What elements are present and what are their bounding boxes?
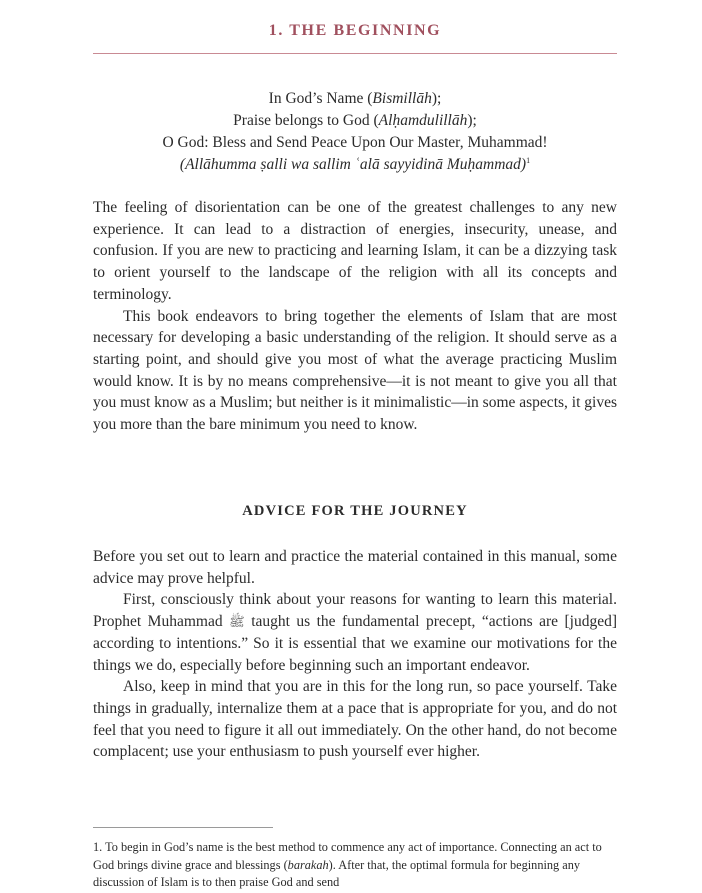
paragraph: First, consciously think about your reasons for wanting to learn this material. Prophet Muhammad ﷺ taught us the fundamental precept, “actions are [judged] according to intentions.” So it is essential that we examine our motivations for the things we do, especially before beginning such an important endeavor. [93,591,617,674]
opening-invocation [93,88,617,176]
section-heading: ADVICE FOR THE JOURNEY [242,503,468,519]
footnote-marker[interactable]: 1 [526,155,531,165]
paragraph: The feeling of disorientation can be one of the greatest challenges to any new experience. It can lead to a distraction of energies, insecurity, unease, and confusion. If you are new to practicing and learning Islam, it can be a dizzying task to orient yourself to the landscape of the religion with all its concepts and terminology. [93,199,617,303]
chapter-title: 1. THE BEGINNING [268,22,442,39]
invocation-line-2: Praise belongs to God (Alḥamdulillāh); [233,112,477,129]
intro-section [93,197,617,436]
footnote-rule [93,827,273,828]
paragraph: Also, keep in mind that you are in this for the long run, so pace yourself. Take things in gradually, internalize them at a pace that is appropriate for you, and do not feel that you need to figure it all out immediately. On the other hand, do not become complacent; use your enthusiasm to push yourself ever higher. [93,678,617,761]
advice-section [93,546,617,763]
paragraph: This book endeavors to bring together the elements of Islam that are most necessary for developing a basic understanding of the religion. It should serve as a starting point, and should give you most of what the average practicing Muslim would know. It is by no means comprehensive—it is not meant to give you all that you must know as a Muslim; but neither is it minimalistic—in some aspects, it gives you more than the bare minimum you need to know. [93,307,617,434]
invocation-line-1: In God’s Name (Bismillāh); [268,90,442,107]
salawat-honorific-icon: ﷺ [229,614,245,630]
invocation-line-4: (Allāhumma ṣalli wa sallim ʿalā sayyidinā Muḥammad)$^1$ [179,155,531,173]
invocation-line-3: O God: Bless and Send Peace Upon Our Master, Muhammad! [162,134,548,151]
paragraph: Before you set out to learn and practice the material contained in this manual, some advice may prove helpful. [93,548,617,587]
footnote: 1. To begin in God’s name is the best method to commence any act of importance. Connecting an act to God brings divine grace and blessings (barakah). After that, the optimal formula for beginning any discussion of Islam is to then praise God and send [93,840,602,889]
header-rule [93,53,617,54]
